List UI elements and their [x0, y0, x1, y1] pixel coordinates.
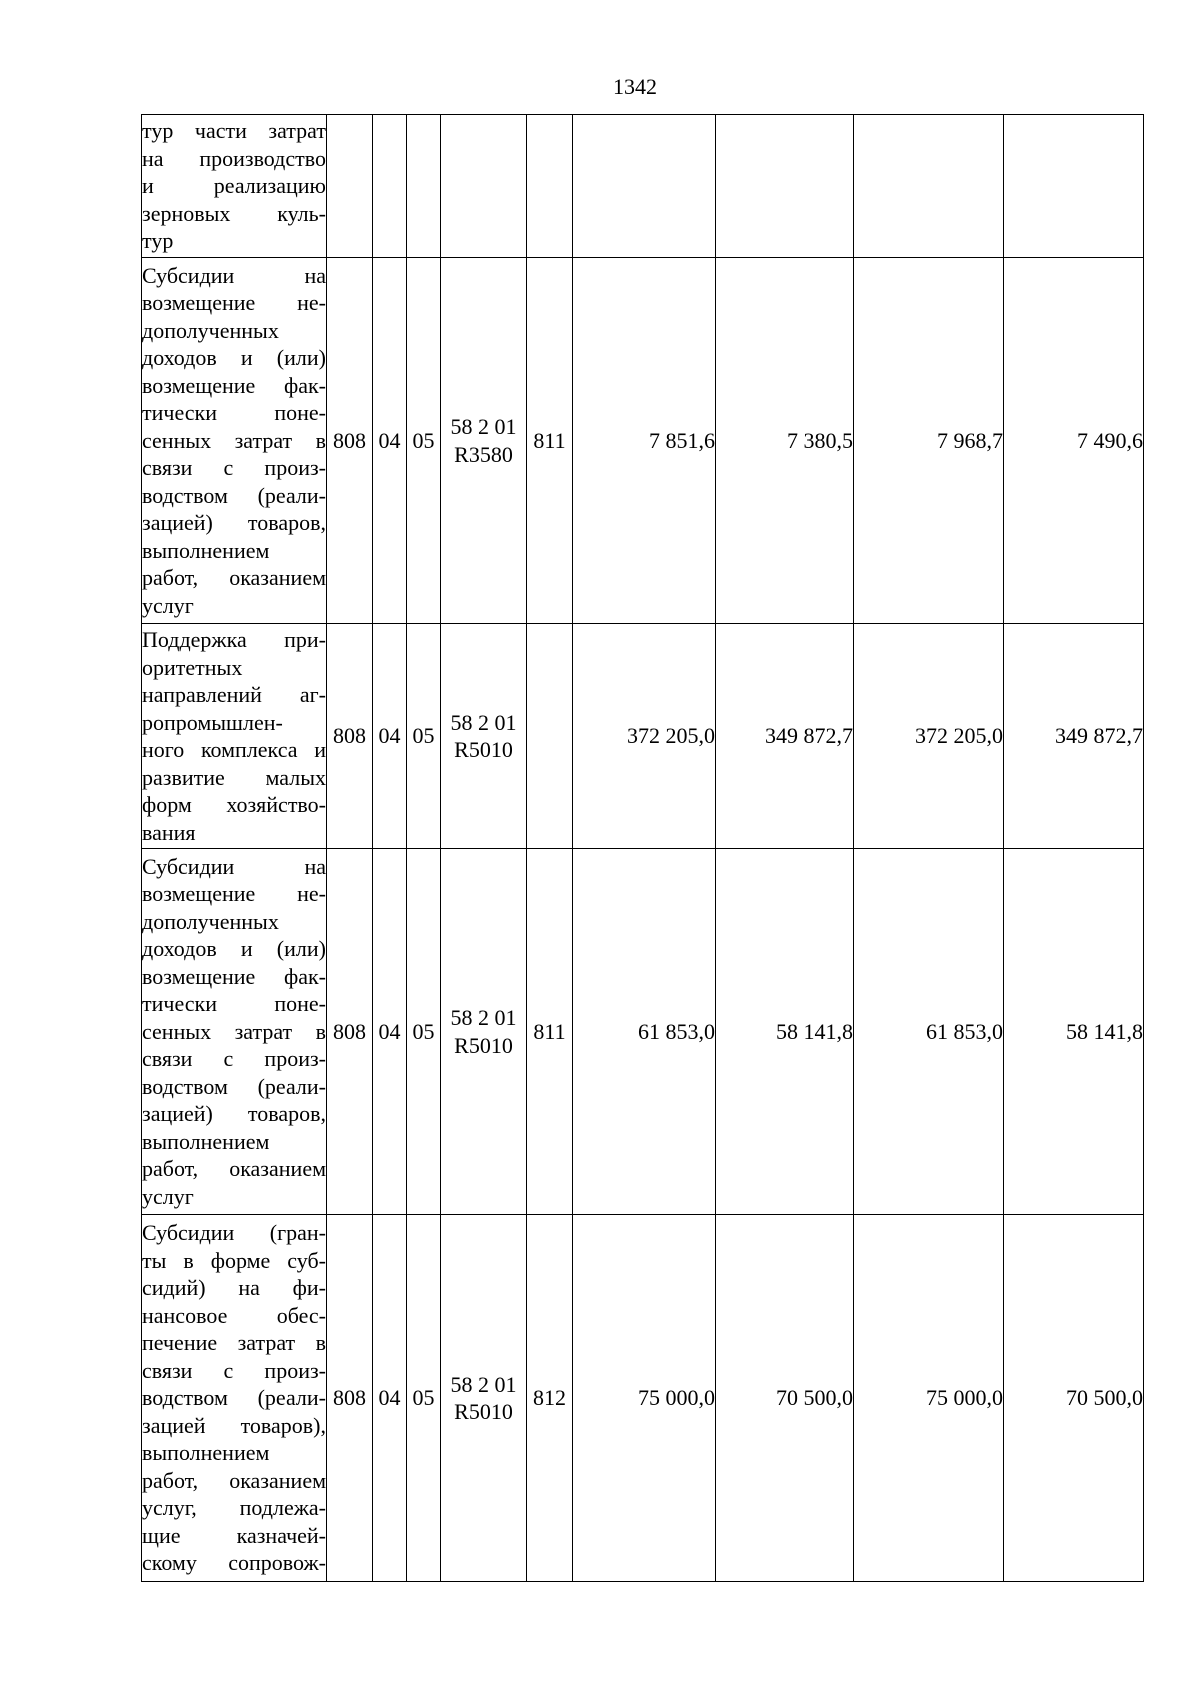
subsection-code [407, 115, 441, 258]
description-line: развитие малых [142, 764, 326, 790]
subsection-code: 05 [407, 624, 441, 849]
amount-3: 7 968,7 [854, 258, 1004, 624]
target-article-line-1: 58 2 01 [450, 414, 517, 439]
target-article-line-1: 58 2 01 [450, 1005, 517, 1030]
target-article-line-1: 58 2 01 [450, 709, 517, 735]
table-row [142, 115, 1144, 258]
amount-3: 61 853,0 [854, 849, 1004, 1215]
description-line: и реализацию [142, 173, 326, 199]
amount-4 [1004, 115, 1144, 258]
amount-4: 7 490,6 [1004, 258, 1144, 624]
section-code: 04 [373, 849, 407, 1215]
amount-3: 372 205,0 [854, 624, 1004, 849]
description-line: печение затрат в [142, 1330, 326, 1356]
description-line: работ, оказанием [142, 565, 326, 591]
description-line: выполнением [142, 1440, 270, 1466]
description-line: возмещение фак- [142, 963, 326, 989]
amount-1: 61 853,0 [573, 849, 716, 1215]
description-line: связи с произ- [142, 1046, 326, 1072]
row-description [142, 115, 327, 258]
table-row [142, 849, 1144, 1215]
description-line: возмещение не- [142, 290, 326, 316]
description-line: Субсидии на [142, 853, 326, 879]
subsection-code: 05 [407, 258, 441, 624]
section-code: 04 [373, 624, 407, 849]
expense-type-code: 812 [527, 1215, 573, 1582]
section-code: 04 [373, 1215, 407, 1582]
target-article-code [441, 115, 527, 258]
table-row [142, 258, 1144, 624]
amount-2: 7 380,5 [716, 258, 854, 624]
description-line: дополученных [142, 908, 279, 934]
amount-3 [854, 115, 1004, 258]
description-line: на производство [142, 145, 326, 171]
description-line: доходов и (или) [142, 345, 326, 371]
target-article-line-2: R3580 [454, 441, 513, 467]
description-line: тически поне- [142, 991, 326, 1017]
expense-type-code: 811 [527, 849, 573, 1215]
description-line: услуг [142, 592, 194, 618]
target-article-line-2: R5010 [454, 737, 513, 762]
grbs-code: 808 [327, 849, 373, 1215]
description-line: сенных затрат в [142, 427, 326, 453]
row-description [142, 258, 327, 624]
amount-3: 75 000,0 [854, 1215, 1004, 1582]
expense-type-code: 811 [527, 258, 573, 624]
description-line: Поддержка при- [142, 627, 326, 652]
target-article-code [441, 624, 527, 849]
amount-1 [573, 115, 716, 258]
target-article-code [441, 258, 527, 624]
amount-1: 372 205,0 [573, 624, 716, 849]
description-line: доходов и (или) [142, 936, 326, 962]
description-line: связи с произ- [142, 1357, 326, 1383]
description-line: работ, оказанием [142, 1156, 326, 1182]
description-line: скому сопровож- [142, 1550, 326, 1576]
description-line: ного комплекса и [142, 737, 326, 762]
description-line: услуг [142, 1183, 194, 1209]
description-line: возмещение фак- [142, 372, 326, 398]
description-line: Субсидии на [142, 262, 326, 288]
amount-4: 349 872,7 [1004, 624, 1144, 849]
expense-type-code [527, 624, 573, 849]
grbs-code: 808 [327, 258, 373, 624]
row-description [142, 624, 327, 849]
budget-table [141, 114, 1144, 1582]
row-description [142, 1215, 327, 1582]
description-line: вания [142, 819, 196, 845]
grbs-code: 808 [327, 624, 373, 849]
description-line: форм хозяйство- [142, 792, 326, 817]
description-line: Субсидии (гран- [142, 1220, 326, 1246]
subsection-code: 05 [407, 1215, 441, 1582]
description-line: водством (реали- [142, 482, 326, 508]
target-article-line-1: 58 2 01 [450, 1371, 517, 1397]
amount-1: 75 000,0 [573, 1215, 716, 1582]
description-line: нансовое обес- [142, 1302, 326, 1328]
description-line: ты в форме суб- [142, 1247, 326, 1273]
description-line: зацией) товаров, [142, 1101, 326, 1127]
section-code: 04 [373, 258, 407, 624]
description-line: услуг, подлежа- [142, 1495, 326, 1521]
description-line: тур [142, 228, 174, 254]
expense-type-code [527, 115, 573, 258]
page-number: 1342 [613, 74, 657, 99]
description-line: тически поне- [142, 400, 326, 426]
amount-2: 58 141,8 [716, 849, 854, 1215]
description-line: возмещение не- [142, 881, 326, 907]
amount-2: 349 872,7 [716, 624, 854, 849]
description-line: ропромышлен- [142, 709, 283, 735]
description-line: тур части затрат [142, 118, 326, 144]
description-line: водством (реали- [142, 1073, 326, 1099]
table-body [142, 115, 1144, 1582]
target-article-line-2: R5010 [454, 1032, 513, 1058]
description-line: оритетных [142, 654, 243, 680]
description-line: зацией товаров), [142, 1412, 326, 1438]
section-code [373, 115, 407, 258]
amount-4: 58 141,8 [1004, 849, 1144, 1215]
description-line: выполнением [142, 537, 270, 563]
target-article-code [441, 849, 527, 1215]
description-line: сидий) на фи- [142, 1275, 326, 1301]
description-line: выполнением [142, 1128, 270, 1154]
amount-2 [716, 115, 854, 258]
description-line: зацией) товаров, [142, 510, 326, 536]
amount-1: 7 851,6 [573, 258, 716, 624]
description-line: сенных затрат в [142, 1018, 326, 1044]
description-line: щие казначей- [142, 1522, 326, 1548]
target-article-line-2: R5010 [454, 1399, 513, 1424]
row-description [142, 849, 327, 1215]
description-line: связи с произ- [142, 455, 326, 481]
description-line: направлений аг- [142, 682, 326, 707]
grbs-code [327, 115, 373, 258]
subsection-code: 05 [407, 849, 441, 1215]
amount-2: 70 500,0 [716, 1215, 854, 1582]
description-line: работ, оказанием [142, 1467, 326, 1493]
description-line: водством (реали- [142, 1385, 326, 1411]
amount-4: 70 500,0 [1004, 1215, 1144, 1582]
table-row [142, 1215, 1144, 1582]
table-row [142, 624, 1144, 849]
grbs-code: 808 [327, 1215, 373, 1582]
description-line: дополученных [142, 317, 279, 343]
target-article-code [441, 1215, 527, 1582]
description-line: зерновых куль- [142, 200, 326, 226]
